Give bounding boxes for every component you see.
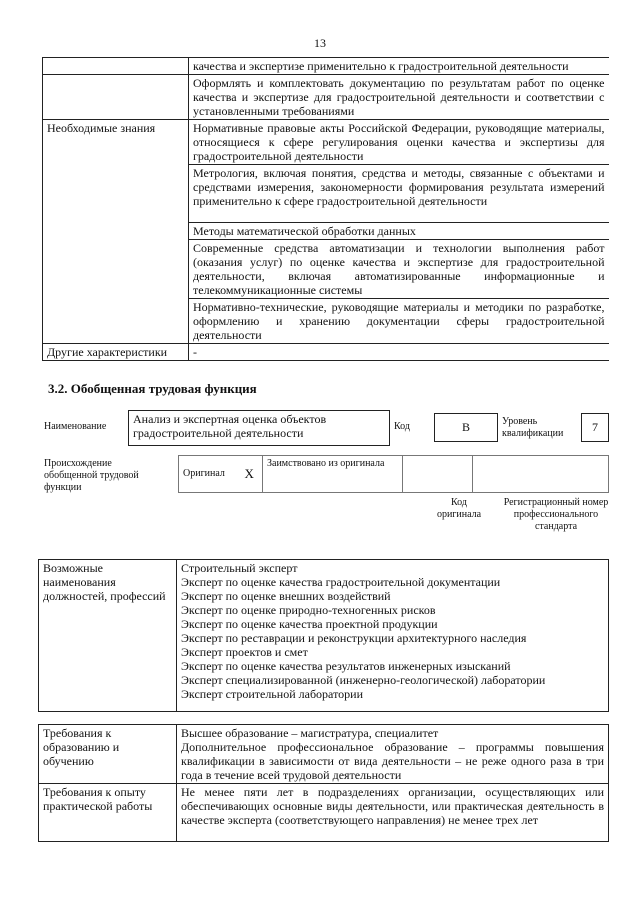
list-item: Строительный эксперт (181, 561, 298, 575)
list-item: Высшее образование – магистратура, специалитет (181, 726, 439, 740)
name-label: Наименование (44, 421, 107, 432)
list-item: Эксперт по оценке качества проектной продукции (181, 617, 438, 631)
code-label: Код (394, 421, 410, 432)
knowledge-cell: Метрология, включая понятия, средства и методы, связанные с объектами и средствами измерения, закономерности формирования результата измерений применительно к сфере градостроительной деятельности (189, 165, 609, 223)
reg-caption: Регистрационный номер профессионального стандарта (503, 497, 609, 532)
level-value: 7 (581, 413, 609, 442)
list-item: Эксперт по оценке природно-техногенных рисков (181, 603, 436, 617)
education-label: Требования к образованию и обучению (39, 725, 177, 784)
positions-list (177, 560, 609, 712)
borrowed-label: Заимствовано из оригинала (263, 456, 403, 493)
education-cell (177, 725, 609, 784)
experience-label: Требования к опыту практической работы (39, 784, 177, 842)
knowledge-table (42, 57, 609, 361)
original-mark: X (237, 456, 263, 493)
list-item: Эксперт по оценке внешних воздействий (181, 589, 391, 603)
list-item: Эксперт проектов и смет (181, 645, 308, 659)
knowledge-cell: Нормативные правовые акты Российской Федерации, руководящие материалы, относящиеся к сфере регулирования оценки качества и экспертизы для градостроительной деятельности (189, 120, 609, 165)
positions-table (38, 559, 609, 712)
list-item: Эксперт строительной лаборатории (181, 687, 363, 701)
positions-label: Возможные наименования должностей, профессий (39, 560, 177, 712)
skill-cell: качества и экспертизе применительно к градостроительной деятельности (189, 58, 609, 75)
requirements-table (38, 724, 609, 842)
table-row (43, 58, 609, 75)
code-caption: Код оригинала (436, 497, 482, 520)
other-value: - (189, 344, 609, 361)
list-item: Дополнительное профессиональное образование – программы повышения квалификации в зависимости от вида деятельности – не реже одного раза в три года в течение всей трудовой деятельности (181, 740, 604, 782)
table-row (43, 120, 609, 165)
list-item: Эксперт по реставрации и реконструкции архитектурного наследия (181, 631, 527, 645)
experience-value: Не менее пяти лет в подразделениях организации, осуществляющих или обеспечивающих основные виды деятельности, или практическая деятельность в качестве эксперта (соответствующего направления) не менее трех лет (177, 784, 609, 842)
table-row (43, 75, 609, 120)
knowledge-label: Необходимые знания (43, 120, 189, 344)
skill-cell: Оформлять и комплектовать документацию по результатам работ по оценке качества и экспертизе для градостроительной деятельности и соответствии с установленными требованиями (189, 75, 609, 120)
name-value: Анализ и экспертная оценка объектов градостроительной деятельности (128, 410, 390, 446)
code-value: B (434, 413, 498, 442)
section-title: 3.2. Обобщенная трудовая функция (48, 381, 257, 396)
origin-label: Происхождение обобщенной трудовой функции (44, 458, 139, 493)
knowledge-cell: Современные средства автоматизации и технологии выполнения работ (оказания услуг) по оценке качества и экспертизе для градостроительной деятельности, включая автоматизированные информационные и телекоммуникационные системы (189, 240, 609, 299)
origin-code-cell (403, 456, 473, 493)
original-label: Оригинал (179, 456, 237, 493)
list-item: Эксперт специализированной (инженерно-геологической) лаборатории (181, 673, 546, 687)
knowledge-cell: Методы математической обработки данных (189, 223, 609, 240)
origin-table (178, 455, 609, 493)
table-row (43, 344, 609, 361)
level-label: Уровень квалификации (502, 416, 564, 439)
page-number: 13 (314, 36, 326, 50)
list-item: Эксперт по оценке качества результатов инженерных изысканий (181, 659, 511, 673)
other-label: Другие характеристики (43, 344, 189, 361)
list-item: Эксперт по оценке качества градостроительной документации (181, 575, 501, 589)
origin-reg-cell (473, 456, 609, 493)
knowledge-cell: Нормативно-технические, руководящие материалы и методики по разработке, оформлению и хранению документации сферы градостроительной деятельности (189, 299, 609, 344)
